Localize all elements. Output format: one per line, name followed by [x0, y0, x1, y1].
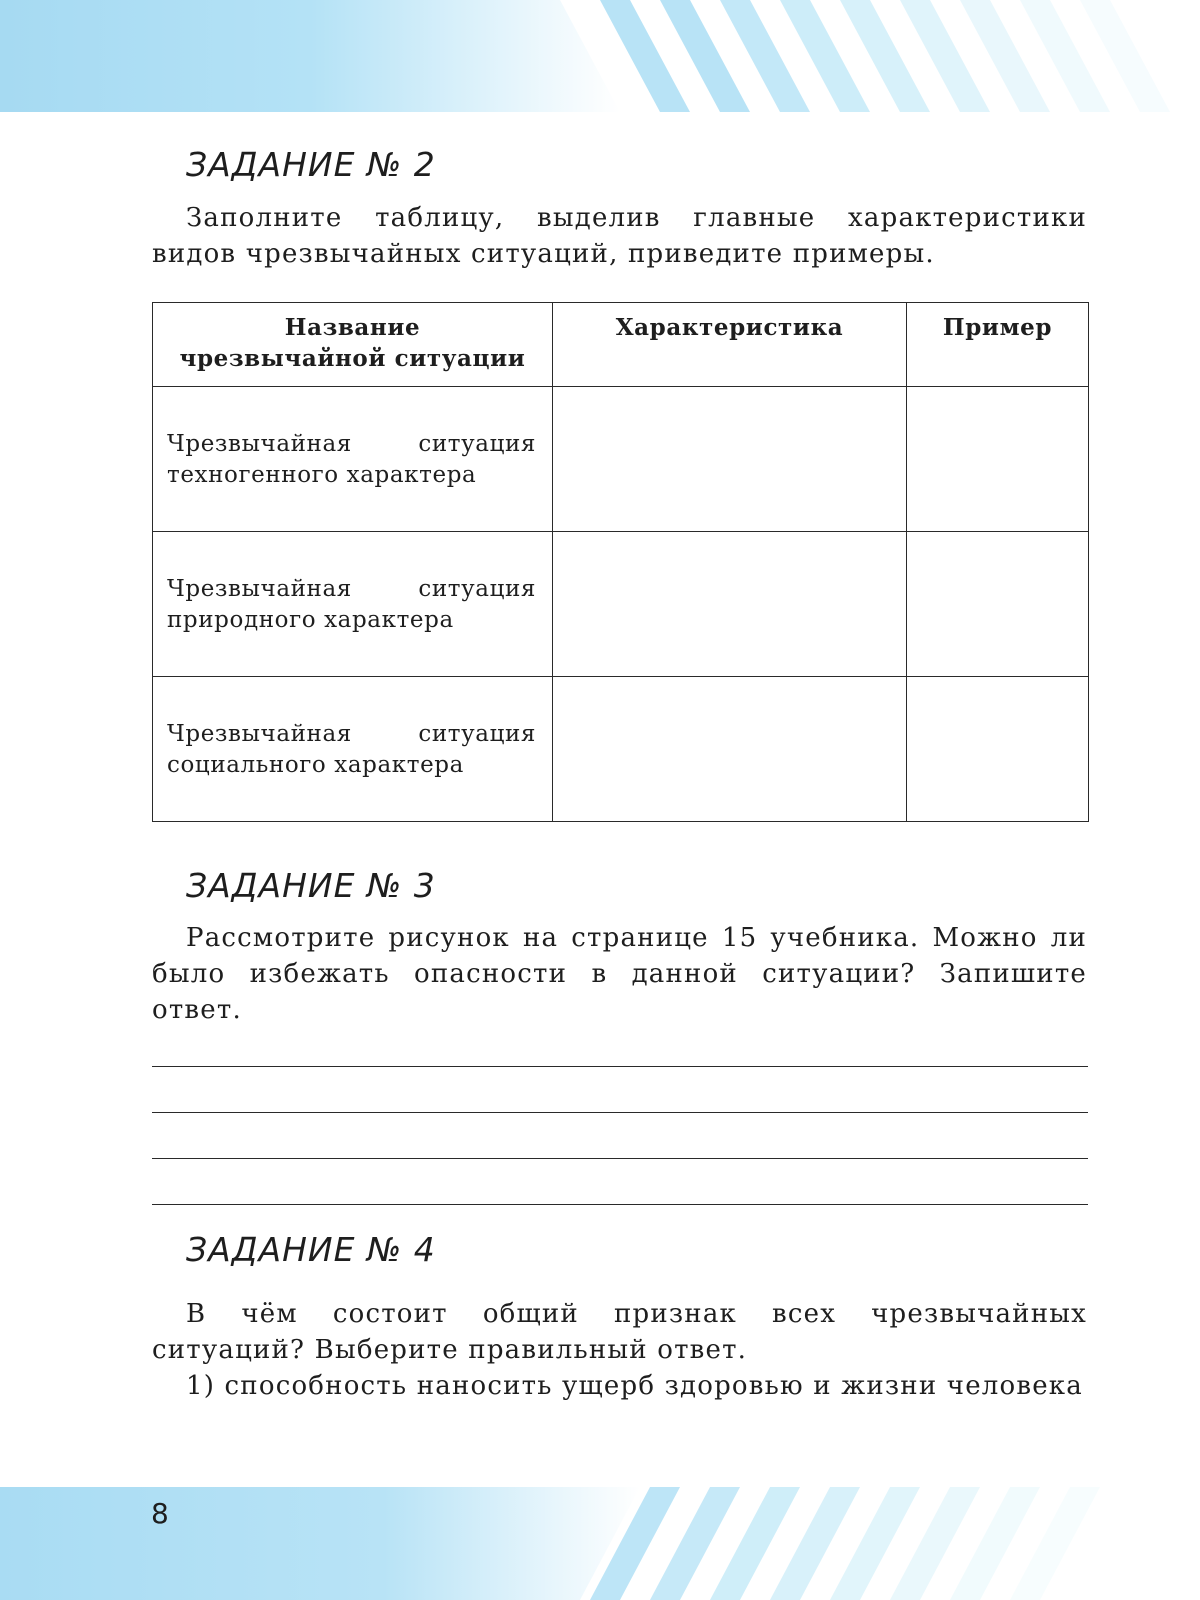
answer-line[interactable] — [152, 1066, 1088, 1067]
page-number: 8 — [151, 1497, 169, 1530]
table-header-row — [153, 303, 1089, 387]
situations-table — [152, 302, 1089, 822]
example-cell[interactable] — [907, 387, 1089, 532]
answer-line[interactable] — [152, 1112, 1088, 1113]
task-3-instruction: Рассмотрите рисунок на странице 15 учебника. Можно ли было избежать опасности в данной ситуации? Запишите ответ. — [152, 923, 1087, 1025]
answer-line[interactable] — [152, 1158, 1088, 1159]
task-4-title: ЗАДАНИЕ № 4 — [186, 1230, 436, 1269]
table-row — [153, 387, 1089, 532]
header-example: Пример — [907, 303, 1089, 387]
bottom-decorative-band — [0, 1487, 1200, 1600]
header-situation-name: Название чрезвычайной ситуации — [153, 303, 553, 387]
table-row — [153, 677, 1089, 822]
situation-name-cell: Чрезвычайная ситуация природного характера — [153, 532, 553, 677]
situation-name-cell: Чрезвычайная ситуация социального характера — [153, 677, 553, 822]
example-cell[interactable] — [907, 677, 1089, 822]
header-characteristic: Характеристика — [553, 303, 907, 387]
top-decorative-band — [0, 0, 1200, 112]
situation-name-cell: Чрезвычайная ситуация техногенного характера — [153, 387, 553, 532]
task-4-option-1[interactable]: 1) способность наносить ущерб здоровью и жизни человека — [186, 1371, 1083, 1401]
task-3-title: ЗАДАНИЕ № 3 — [186, 866, 436, 905]
answer-line[interactable] — [152, 1204, 1088, 1205]
table-row — [153, 532, 1089, 677]
example-cell[interactable] — [907, 532, 1089, 677]
task-2-instruction: Заполните таблицу, выделив главные характеристики видов чрезвычайных ситуаций, приведите примеры. — [152, 203, 1087, 269]
characteristic-cell[interactable] — [553, 387, 907, 532]
task-2-title: ЗАДАНИЕ № 2 — [186, 145, 436, 184]
characteristic-cell[interactable] — [553, 677, 907, 822]
characteristic-cell[interactable] — [553, 532, 907, 677]
task-4-instruction: В чём состоит общий признак всех чрезвычайных ситуаций? Выберите правильный ответ. — [152, 1299, 1087, 1365]
task-4-body — [152, 1296, 1087, 1404]
